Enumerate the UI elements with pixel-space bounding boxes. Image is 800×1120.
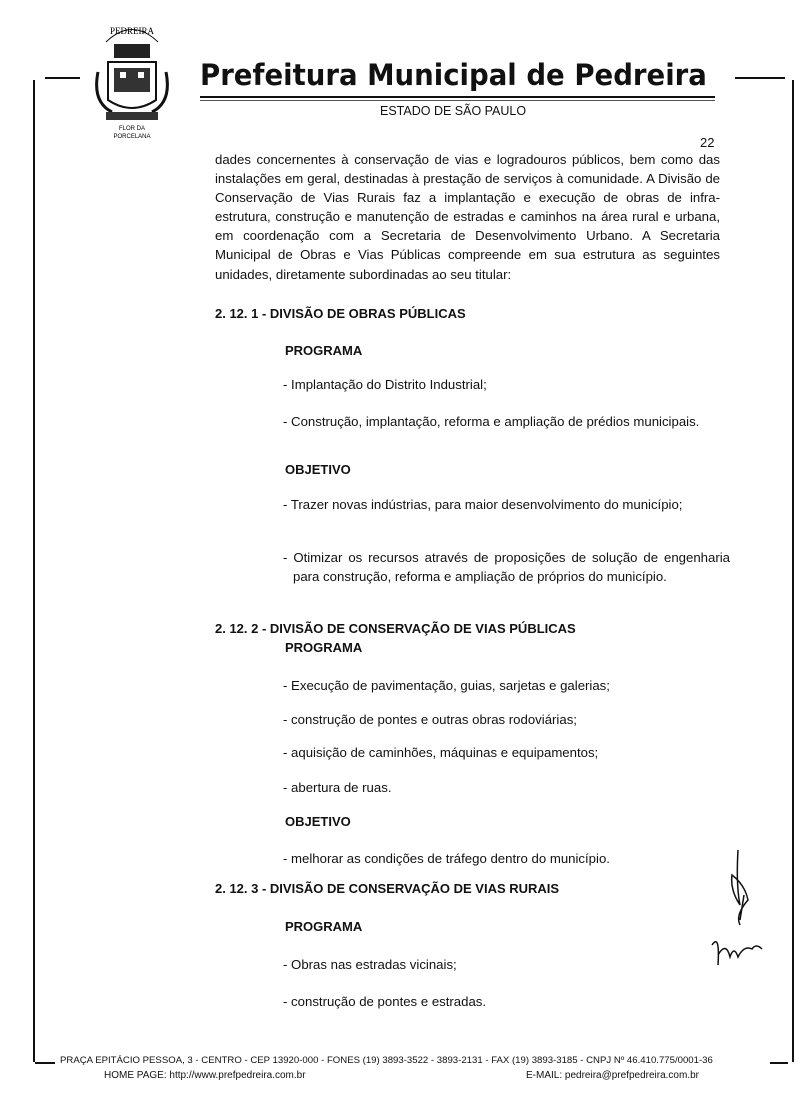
title-underline: [200, 96, 715, 98]
programa-label: PROGRAMA: [285, 343, 363, 358]
footer-rule-right: [770, 1062, 788, 1064]
svg-text:FLOR DA: FLOR DA: [118, 126, 146, 132]
intro-paragraph: dades concernentes à conservação de vias e logradouros públicos, bem como das instalações em geral, destinadas à prestação de serviços à comunidade. A Divisão de Conservação de Vias Rurais faz a implantação e execução de obras de infra-estrutura, construção e manutenção de estradas e caminhos na área rural e urbana, em coordenação com a Secretaria de Desenvolvimento Urbano. A Secretaria Municipal de Obras e Vias Públicas compreende em sua estrutura as seguintes unidades, diretamente subordinadas ao seu titular:: [215, 152, 720, 282]
list-item: - Obras nas estradas vicinais;: [283, 957, 457, 972]
objetivo-label: OBJETIVO: [285, 462, 351, 477]
list-item: - aquisição de caminhões, máquinas e equipamentos;: [283, 745, 599, 760]
header-rule-left: [45, 77, 80, 79]
svg-text:PORCELANA: PORCELANA: [113, 134, 151, 140]
title-underline-thin: [200, 100, 715, 101]
footer-address: PRAÇA EPITÁCIO PESSOA, 3 - CENTRO - CEP 13920-000 - FONES (19) 3893-3522 - 3893-2131 - FAX (19) 3893-3185 - CNPJ Nº 46.410.775/0001-36: [60, 1055, 713, 1066]
list-item: - melhorar as condições de tráfego dentro do município.: [283, 851, 610, 866]
page-number: 22: [700, 135, 715, 150]
list-item: - Execução de pavimentação, guias, sarjetas e galerias;: [283, 678, 610, 693]
list-item: - Trazer novas indústrias, para maior desenvolvimento do município;: [283, 497, 683, 512]
list-item: - Otimizar os recursos através de proposições de solução de engenharia para construção, reforma e ampliação de próprios do município.: [283, 550, 730, 584]
footer-homepage: HOME PAGE: http://www.prefpedreira.com.br: [104, 1070, 306, 1081]
footer-rule-left: [35, 1062, 55, 1064]
handwritten-signature: [700, 845, 770, 975]
header-rule-right: [735, 77, 785, 79]
municipal-crest-logo: [92, 12, 172, 142]
section-heading: 2. 12. 1 - DIVISÃO DE OBRAS PÚBLICAS: [215, 306, 466, 321]
list-item: - abertura de ruas.: [283, 780, 392, 795]
list-item: - Implantação do Distrito Industrial;: [283, 377, 487, 392]
page-title: Prefeitura Municipal de Pedreira: [200, 58, 707, 92]
state-subtitle: ESTADO DE SÃO PAULO: [380, 104, 527, 118]
section-heading: 2. 12. 2 - DIVISÃO DE CONSERVAÇÃO DE VIAS PÚBLICAS: [215, 621, 576, 636]
footer-email: E-MAIL: pedreira@prefpedreira.com.br: [526, 1070, 699, 1081]
section-heading: 2. 12. 3 - DIVISÃO DE CONSERVAÇÃO DE VIAS RURAIS: [215, 881, 560, 896]
list-item: - construção de pontes e estradas.: [283, 994, 487, 1009]
objetivo-label: OBJETIVO: [285, 814, 351, 829]
list-item: - construção de pontes e outras obras rodoviárias;: [283, 712, 577, 727]
list-item: - Construção, implantação, reforma e ampliação de prédios municipais.: [283, 414, 700, 429]
programa-label: PROGRAMA: [285, 640, 363, 655]
programa-label: PROGRAMA: [285, 919, 363, 934]
svg-text:PEDREIRA: PEDREIRA: [109, 26, 155, 36]
